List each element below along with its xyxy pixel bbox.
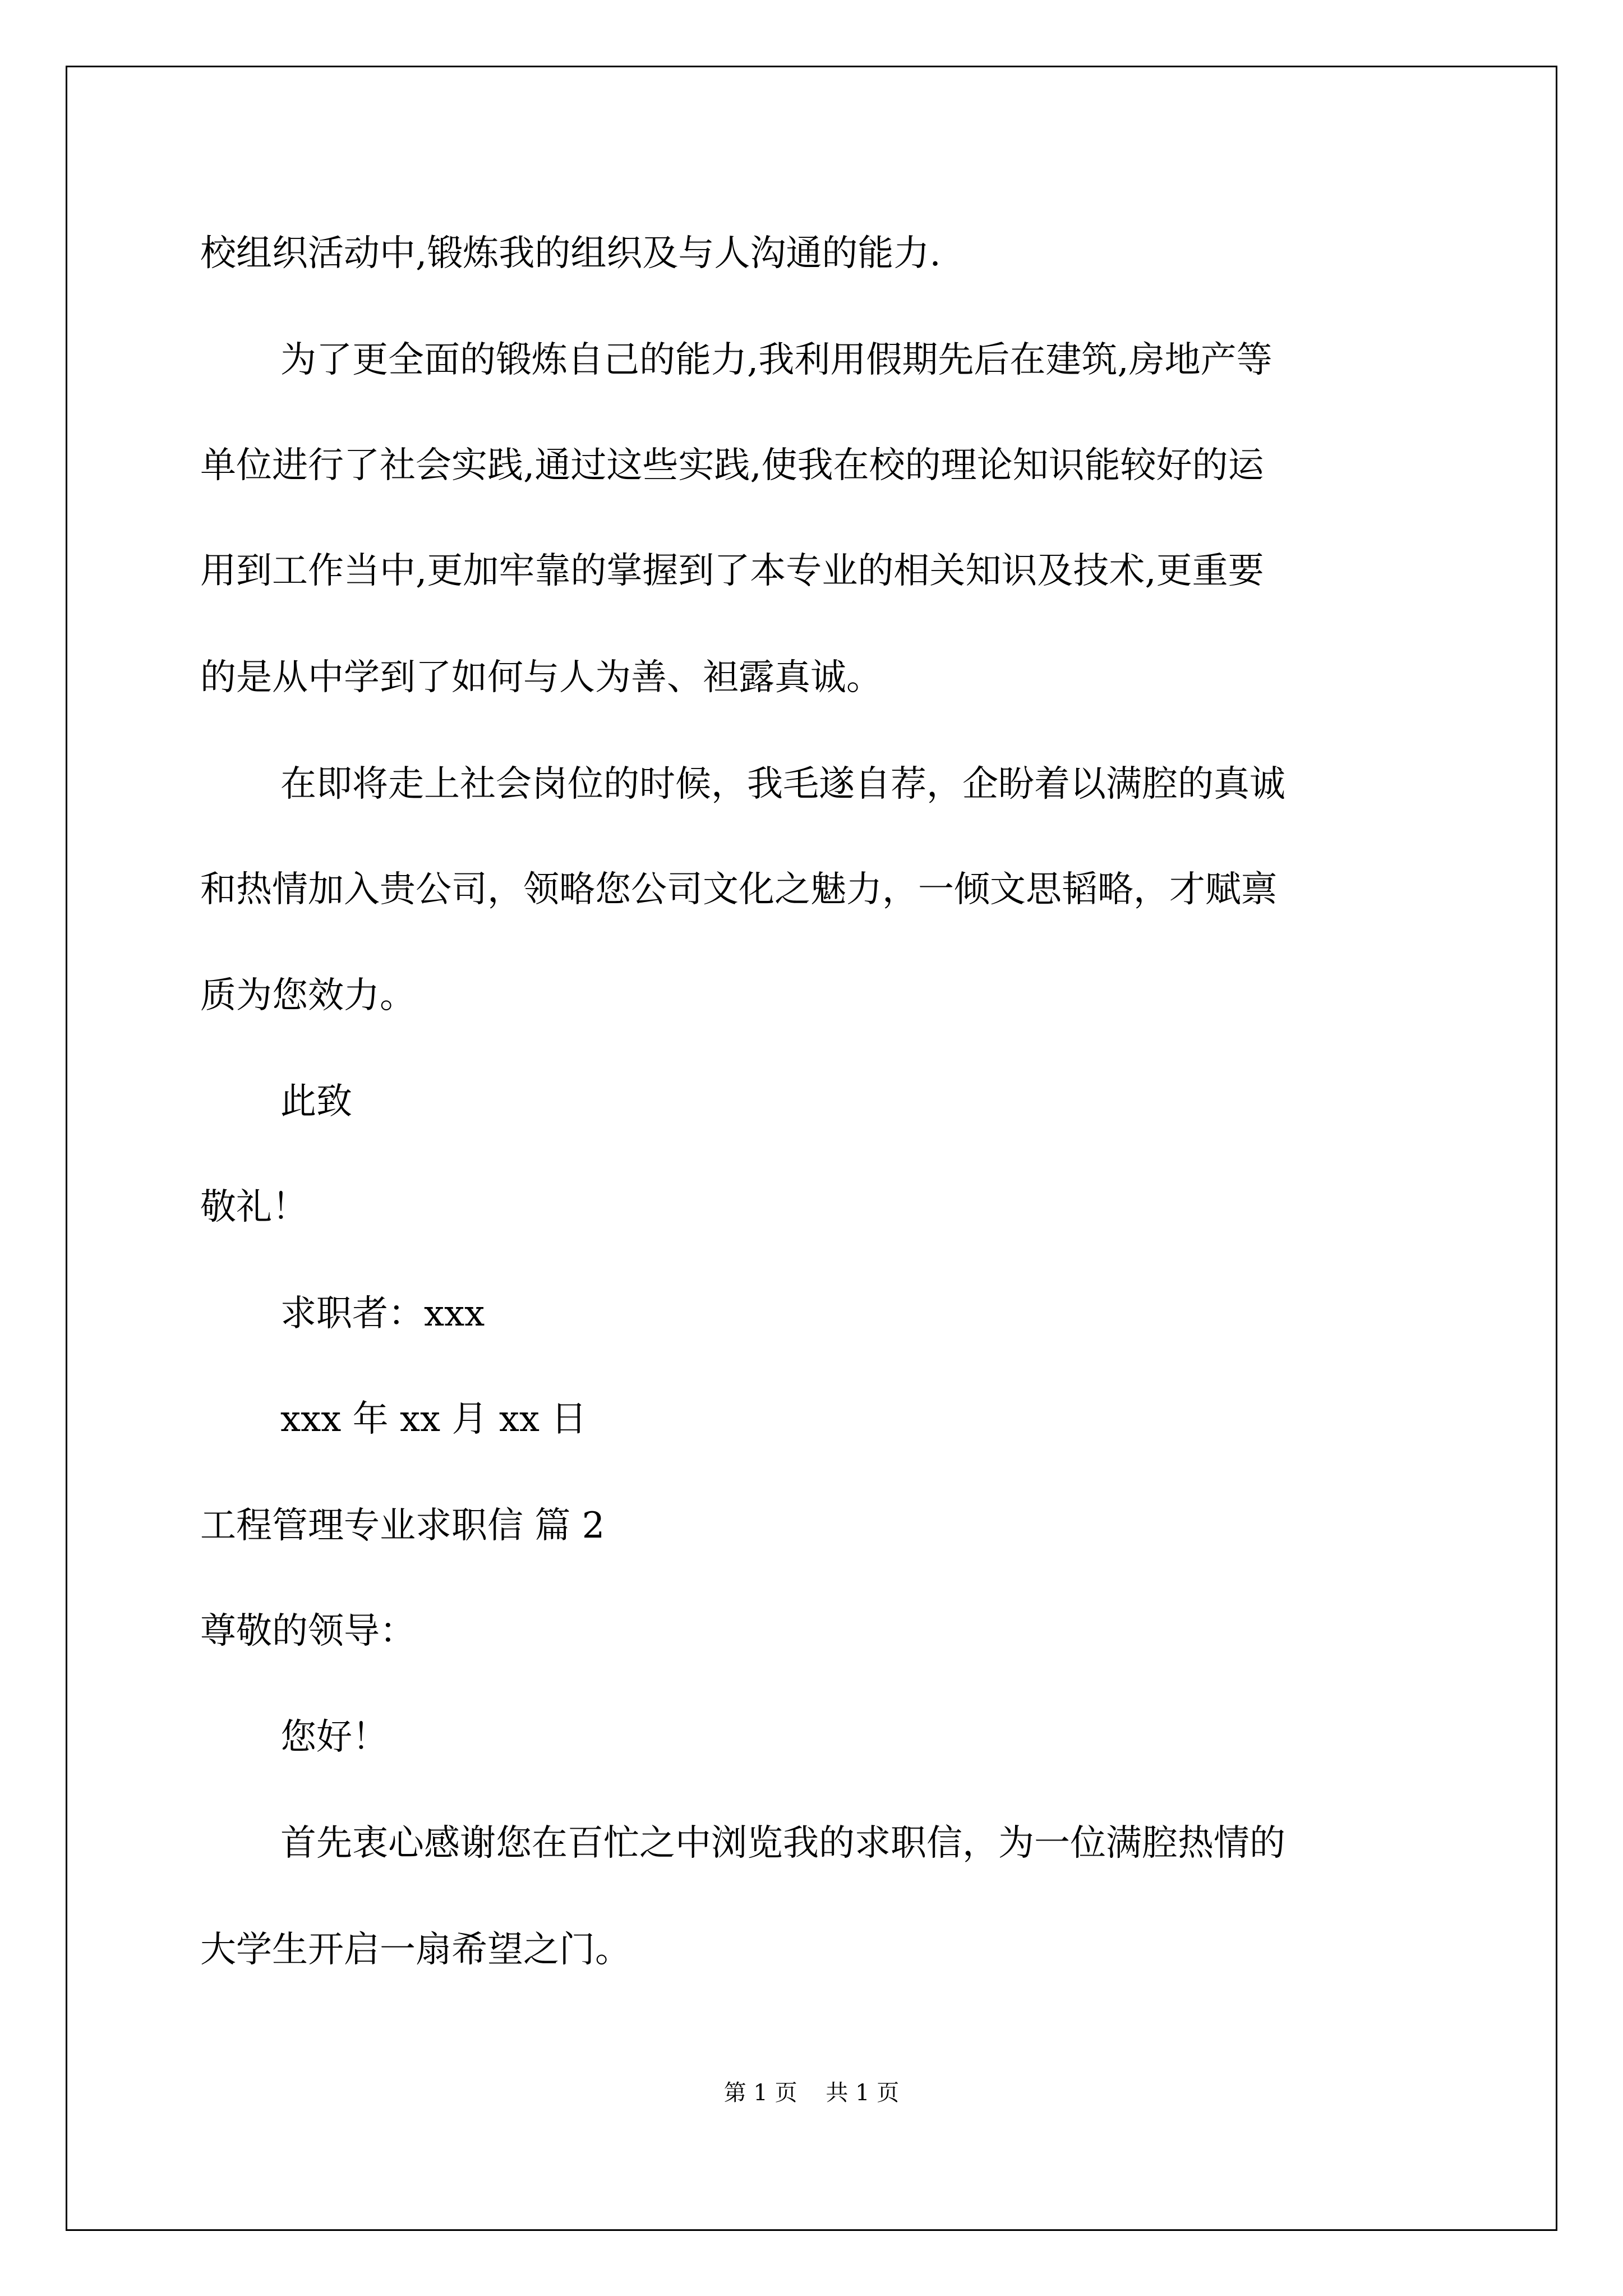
closing-regards: 敬礼！ — [200, 1186, 308, 1228]
body-line-3: 单位进行了社会实践,通过这些实践,使我在校的理论知识能较好的运 — [200, 445, 1264, 486]
body-line-2: 为了更全面的锻炼自己的能力,我利用假期先后在建筑,房地产等 — [280, 339, 1272, 381]
body-line-17: 大学生开启一扇希望之门。 — [200, 1929, 631, 1971]
body-line-4: 用到工作当中,更加牢靠的掌握到了本专业的相关知识及技术,更重要 — [200, 550, 1264, 592]
signature-date: xxx 年 xx 月 xx 日 — [280, 1398, 587, 1440]
body-line-5: 的是从中学到了如何与人为善、袒露真诚。 — [200, 657, 882, 698]
body-line-7: 和热情加入贵公司，领略您公司文化之魅力，一倾文思韬略，才赋禀 — [200, 869, 1277, 910]
signature-applicant: 求职者：xxx — [280, 1293, 485, 1335]
body-line-16: 首先衷心感谢您在百忙之中浏览我的求职信，为一位满腔热情的 — [280, 1823, 1285, 1864]
body-line-6: 在即将走上社会岗位的时候，我毛遂自荐，企盼着以满腔的真诚 — [280, 763, 1285, 805]
letter-greeting: 尊敬的领导： — [200, 1611, 416, 1652]
page-frame — [66, 66, 1557, 2231]
closing-salutation: 此致 — [280, 1081, 352, 1122]
body-line-1: 校组织活动中,锻炼我的组织及与人沟通的能力. — [200, 233, 941, 274]
page-number-footer: 第 1 页 共 1 页 — [723, 2080, 900, 2106]
section-title: 工程管理专业求职信 篇 2 — [200, 1505, 605, 1547]
letter-hello: 您好！ — [280, 1717, 388, 1758]
body-line-8: 质为您效力。 — [200, 975, 416, 1016]
